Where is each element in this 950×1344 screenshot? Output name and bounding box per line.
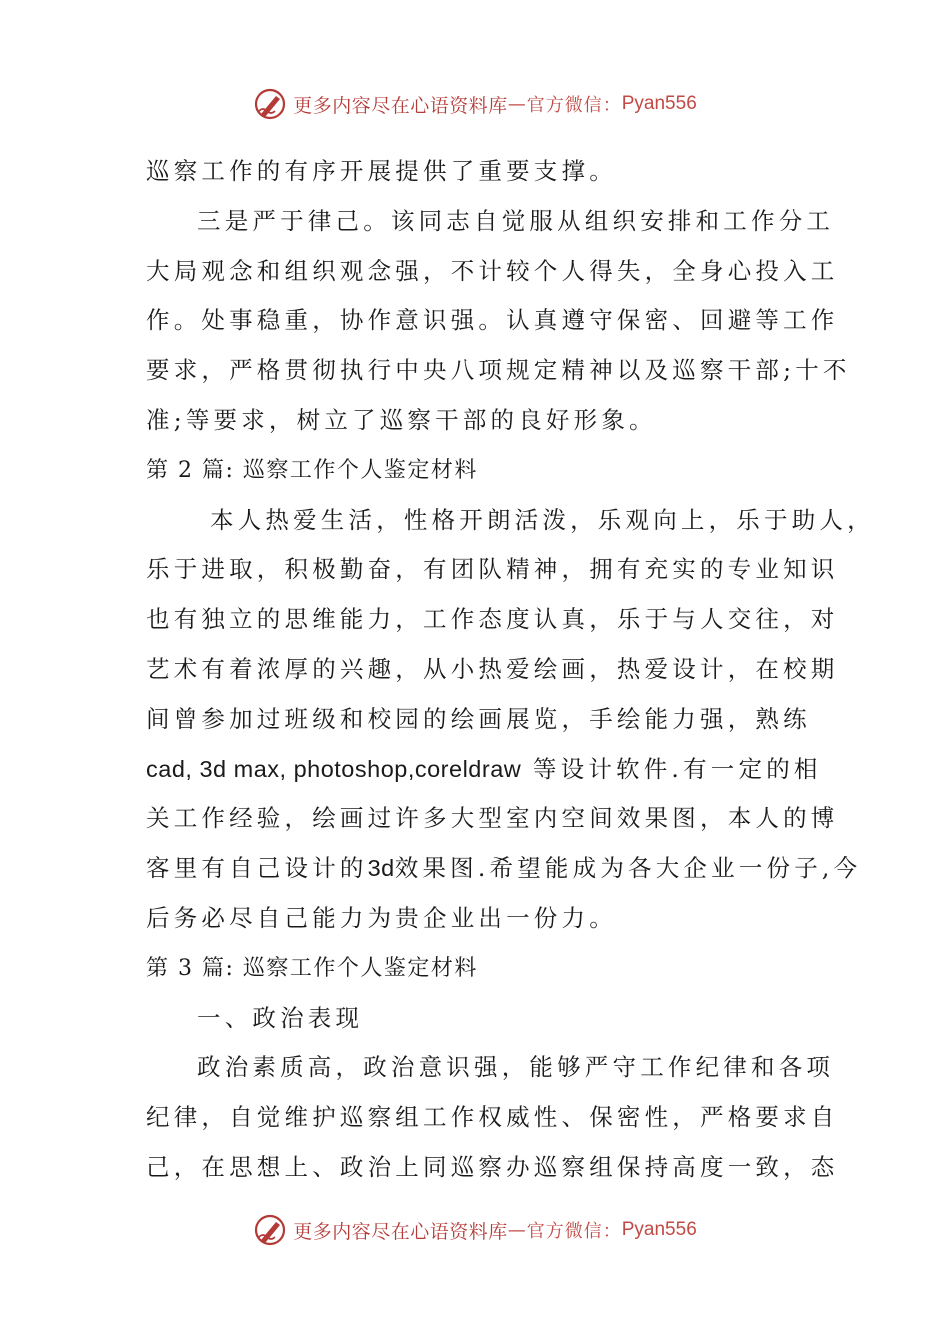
text-line: 大局观念和组织观念强，不计较个人得失，全身心投入工 (146, 256, 839, 285)
text-line: 乐于进取，积极勤奋，有团队精神，拥有充实的专业知识 (146, 555, 839, 584)
text-fragment: 效果图.希望能成为各大企业一份子,今 (394, 854, 862, 883)
text-line: 巡察工作的有序开展提供了重要支撑。 (146, 157, 617, 185)
wechat-label: 官方微信： (526, 95, 622, 116)
subsection-heading: 一、政治表现 (197, 1003, 364, 1032)
brand-dash: — (507, 1219, 527, 1241)
text-line: 关工作经验，绘画过许多大型室内空间效果图，本人的博 (146, 804, 839, 833)
section-heading: 第 3 篇: 巡察工作个人鉴定材料 (146, 955, 478, 981)
text-line: 后务必尽自己能力为贵企业出一份力。 (146, 903, 617, 932)
text-fragment: 客里有自己设计的 (146, 854, 368, 883)
text-line (146, 844, 862, 894)
pen-logo-icon (253, 1213, 287, 1247)
text-line: 作。处事稳重，协作意识强。认真遵守保密、回避等工作 (146, 306, 839, 335)
brand-text: 更多内容尽在心语资料库 (293, 1220, 508, 1243)
wechat-id: Pyan556 (621, 1219, 697, 1240)
brand-dash: — (507, 93, 527, 115)
pen-logo-icon (253, 87, 287, 121)
software-list: cad, 3d max, photoshop,coreldraw (146, 755, 522, 782)
text-line: 间曾参加过班级和校园的绘画展览，手绘能力强，熟练 (146, 704, 811, 733)
text-line: 艺术有着浓厚的兴趣，从小热爱绘画，热爱设计，在校期 (146, 654, 839, 683)
footer-watermark (0, 1210, 950, 1250)
section-heading: 第 2 篇: 巡察工作个人鉴定材料 (146, 457, 478, 483)
text-line: 政治素质高，政治意识强，能够严守工作纪律和各项 (197, 1053, 835, 1082)
text-line (146, 745, 822, 795)
text-fragment: 3d (367, 855, 395, 882)
text-line: 准;等要求，树立了巡察干部的良好形象。 (146, 405, 657, 434)
wechat-label: 官方微信： (526, 1221, 622, 1242)
document-body (146, 147, 875, 1193)
text-line: 也有独立的思维能力，工作态度认真，乐于与人交往，对 (146, 605, 839, 634)
text-line: 本人热爱生活，性格开朗活泼，乐观向上，乐于助人， (210, 505, 875, 534)
wechat-id: Pyan556 (621, 93, 697, 114)
header-watermark (0, 84, 950, 124)
text-line: 纪律，自觉维护巡察组工作权威性、保密性，严格要求自 (146, 1103, 839, 1132)
text-line: 三是严于律己。该同志自觉服从组织安排和工作分工 (197, 206, 835, 235)
text-line: 己，在思想上、政治上同巡察办巡察组保持高度一致，态 (146, 1152, 839, 1181)
text-line: 要求，严格贯彻执行中央八项规定精神以及巡察干部;十不 (146, 356, 851, 385)
brand-text: 更多内容尽在心语资料库 (293, 94, 508, 117)
text-fragment: 等设计软件.有一定的相 (532, 754, 822, 783)
